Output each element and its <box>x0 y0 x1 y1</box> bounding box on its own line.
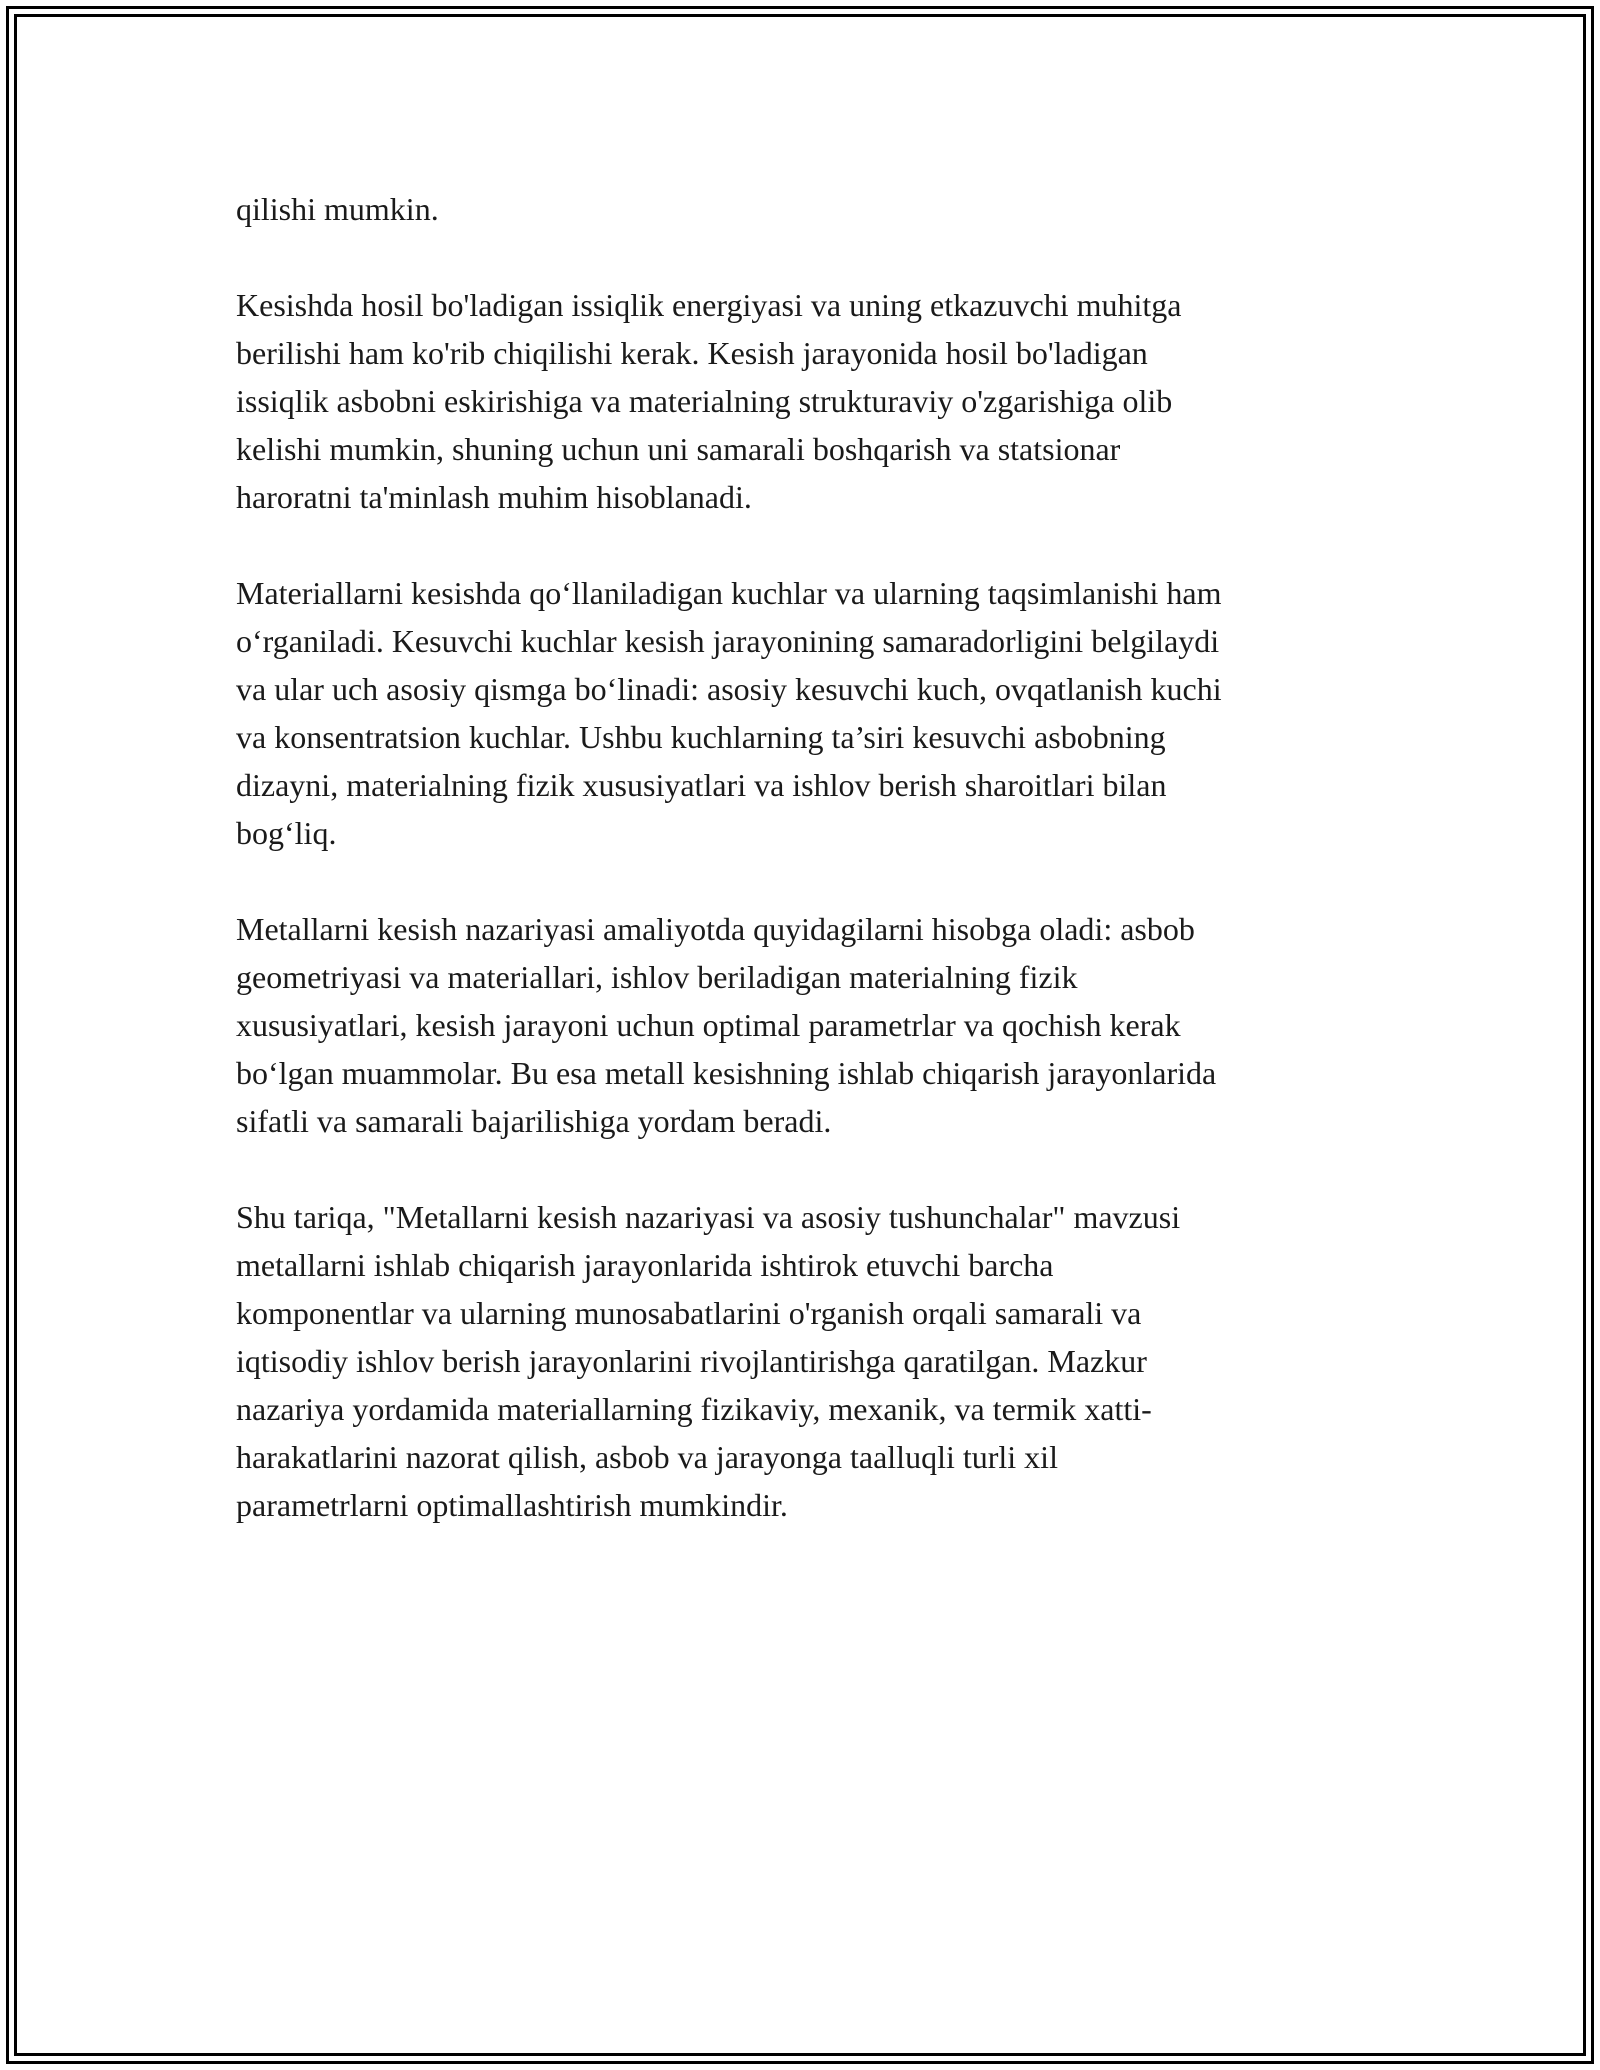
text-line: bog‘liq. <box>236 815 337 851</box>
text-line: iqtisodiy ishlov berish jarayonlarini rivojlantirishga qaratilgan. Mazkur <box>236 1343 1147 1379</box>
text-line: va ular uch asosiy qismga bo‘linadi: asosiy kesuvchi kuch, ovqatlanish kuchi <box>236 671 1222 707</box>
text-line: berilishi ham ko'rib chiqilishi kerak. Kesish jarayonida hosil bo'ladigan <box>236 335 1148 371</box>
text-line: haroratni ta'minlash muhim hisoblanadi. <box>236 479 752 515</box>
text-line: Shu tariqa, "Metallarni kesish nazariyasi va asosiy tushunchalar" mavzusi <box>236 1199 1181 1235</box>
text-line: issiqlik asbobni eskirishiga va materialning strukturaviy o'zgarishiga olib <box>236 383 1173 419</box>
document-body <box>236 185 1371 1577</box>
text-line: metallarni ishlab chiqarish jarayonlarida ishtirok etuvchi barcha <box>236 1247 1054 1283</box>
text-line: sifatli va samarali bajarilishiga yordam beradi. <box>236 1103 832 1139</box>
paragraph-cutting-forces <box>236 569 1371 857</box>
text-line: Kesishda hosil bo'ladigan issiqlik energiyasi va uning etkazuvchi muhitga <box>236 287 1182 323</box>
text-line: geometriyasi va materiallari, ishlov beriladigan materialning fizik <box>236 959 1078 995</box>
text-line: o‘rganiladi. Kesuvchi kuchlar kesish jarayonining samaradorligini belgilaydi <box>236 623 1220 659</box>
text-line: parametrlarni optimallashtirish mumkindir. <box>236 1487 788 1523</box>
text-line: va konsentratsion kuchlar. Ushbu kuchlarning ta’siri kesuvchi asbobning <box>236 719 1166 755</box>
paragraph-conclusion <box>236 1193 1371 1529</box>
paragraph-heat-energy <box>236 281 1371 521</box>
text-line: komponentlar va ularning munosabatlarini o'rganish orqali samarali va <box>236 1295 1142 1331</box>
paragraph-continuation <box>236 185 1371 233</box>
text-line: qilishi mumkin. <box>236 191 439 227</box>
text-line: xususiyatlari, kesish jarayoni uchun optimal parametrlar va qochish kerak <box>236 1007 1181 1043</box>
text-line: dizayni, materialning fizik xususiyatlari va ishlov berish sharoitlari bilan <box>236 767 1167 803</box>
text-line: harakatlarini nazorat qilish, asbob va jarayonga taalluqli turli xil <box>236 1439 1058 1475</box>
text-line: Metallarni kesish nazariyasi amaliyotda quyidagilarni hisobga oladi: asbob <box>236 911 1195 947</box>
text-line: nazariya yordamida materiallarning fizikaviy, mexanik, va termik xatti- <box>236 1391 1152 1427</box>
text-line: kelishi mumkin, shuning uchun uni samarali boshqarish va statsionar <box>236 431 1121 467</box>
text-line: Materiallarni kesishda qo‘llaniladigan kuchlar va ularning taqsimlanishi ham <box>236 575 1222 611</box>
paragraph-cutting-theory-practice <box>236 905 1371 1145</box>
text-line: bo‘lgan muammolar. Bu esa metall kesishning ishlab chiqarish jarayonlarida <box>236 1055 1217 1091</box>
